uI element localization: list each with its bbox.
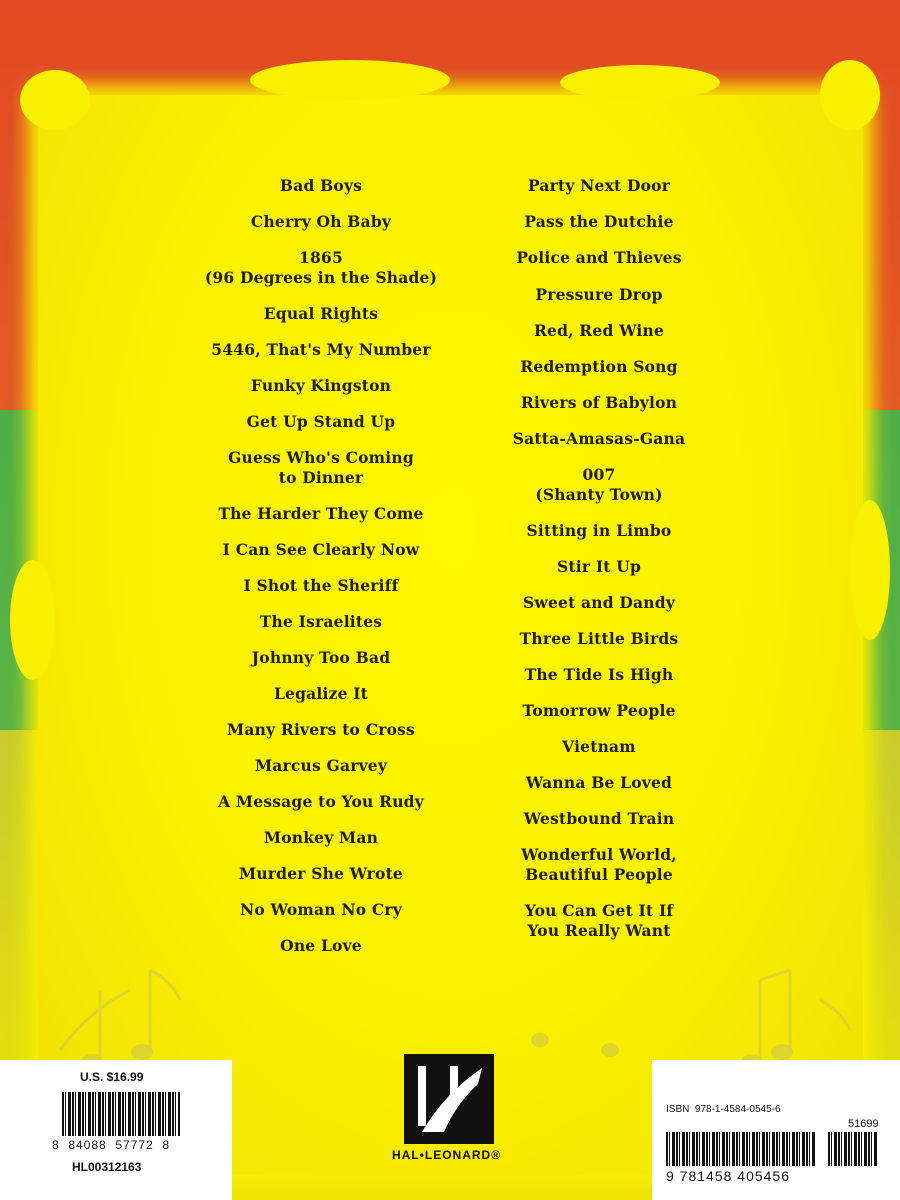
song-title: Wanna Be Loved	[525, 773, 673, 792]
song-title: Party Next Door	[527, 176, 671, 195]
isbn-addon-number: 51699	[848, 1118, 879, 1130]
song-title: The Harder They Come	[218, 504, 424, 523]
hal-leonard-logo	[404, 1054, 494, 1144]
upc-number: 8 84088 57772 8	[52, 1138, 171, 1152]
song-title: Vietnam	[562, 737, 636, 756]
isbn-addon-barcode	[828, 1132, 878, 1166]
song-title: No Woman No Cry	[240, 900, 402, 919]
song-title: Cherry Oh Baby	[250, 212, 392, 231]
song-title: Redemption Song	[520, 357, 678, 376]
song-title: You Can Get It If You Really Want	[524, 901, 674, 940]
song-title: Rivers of Babylon	[520, 393, 678, 412]
song-title: Wonderful World, Beautiful People	[521, 845, 677, 884]
song-title: The Tide Is High	[524, 665, 674, 684]
song-title: Pass the Dutchie	[524, 212, 674, 231]
price-barcode-box	[0, 1060, 232, 1200]
song-title: I Can See Clearly Now	[222, 540, 420, 559]
song-title: I Shot the Sheriff	[243, 576, 399, 595]
catalog-number: HL00312163	[72, 1160, 142, 1174]
song-title: Murder She Wrote	[238, 864, 403, 883]
song-title: Funky Kingston	[250, 376, 392, 395]
song-title: Marcus Garvey	[254, 756, 388, 775]
song-title: Monkey Man	[263, 828, 379, 847]
song-title: Stir It Up	[557, 557, 641, 576]
grunge-splatter	[10, 560, 55, 680]
upc-barcode	[62, 1092, 180, 1136]
song-title: Westbound Train	[523, 809, 675, 828]
song-title: Legalize It	[273, 684, 369, 703]
isbn-barcode	[666, 1132, 816, 1166]
song-title: A Message to You Rudy	[218, 792, 424, 811]
song-title: Satta-Amasas-Gana	[512, 429, 686, 448]
price-label: U.S. $16.99	[80, 1070, 144, 1084]
song-title: Tomorrow People	[522, 701, 676, 720]
song-title: Sitting in Limbo	[526, 521, 672, 540]
song-title: Three Little Birds	[519, 629, 679, 648]
song-title: Many Rivers to Cross	[227, 720, 415, 739]
song-title: 5446, That's My Number	[211, 340, 431, 359]
grunge-splatter	[820, 60, 880, 130]
publisher-name: HAL•LEONARD®	[392, 1148, 502, 1162]
song-title: Johnny Too Bad	[251, 648, 391, 667]
song-title: Guess Who's Coming to Dinner	[228, 448, 414, 487]
grunge-splatter	[250, 60, 450, 100]
song-title: 007 (Shanty Town)	[535, 465, 663, 504]
grunge-splatter	[20, 70, 90, 130]
song-title: Pressure Drop	[535, 285, 663, 304]
song-title: One Love	[280, 936, 362, 955]
isbn-barcode-number: 9 781458 405456	[666, 1168, 790, 1184]
song-title: Bad Boys	[279, 176, 363, 195]
song-title: Sweet and Dandy	[523, 593, 675, 612]
grunge-splatter	[560, 65, 720, 100]
song-title: The Israelites	[259, 612, 383, 631]
isbn-label: ISBN 978-1-4584-0545-6	[666, 1104, 781, 1115]
song-title: 1865 (96 Degrees in the Shade)	[204, 248, 438, 287]
song-title: Get Up Stand Up	[246, 412, 396, 431]
song-title: Equal Rights	[263, 304, 379, 323]
song-title: Police and Thieves	[516, 248, 682, 267]
isbn-barcode-box	[652, 1060, 900, 1200]
hal-leonard-logo-icon	[404, 1054, 494, 1144]
grunge-splatter	[850, 500, 890, 640]
song-title: Red, Red Wine	[533, 321, 665, 340]
